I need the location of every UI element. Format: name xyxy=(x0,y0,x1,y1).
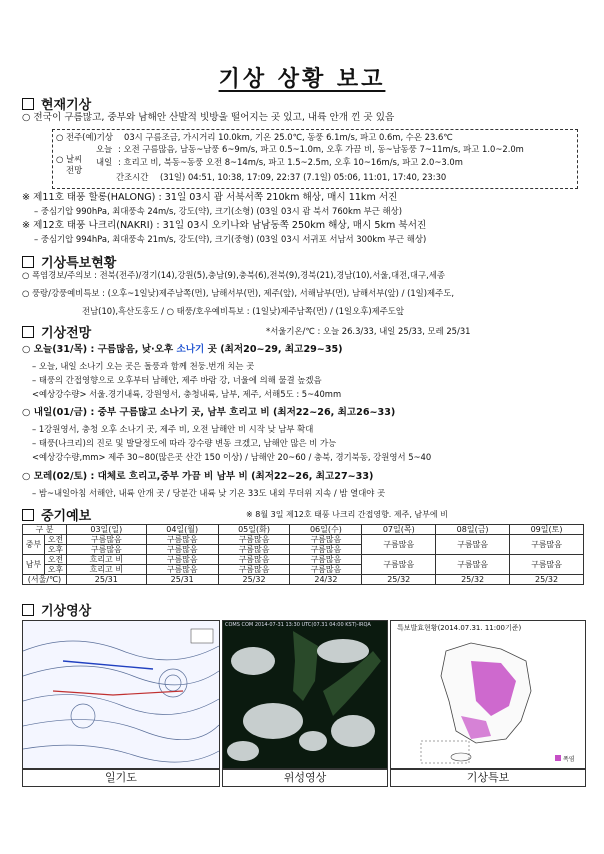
table-row xyxy=(23,555,584,565)
midterm-table xyxy=(22,524,584,585)
table-cell: 구름많음 xyxy=(218,535,290,545)
satellite-image[interactable] xyxy=(222,620,388,770)
today-shower: 소나기 xyxy=(176,344,205,355)
current-summary: ○ 전국이 구름많고, 중부와 남해안 산발적 빗방울 떨어지는 곳 있고, 내륙 안개 낀 곳 있음 xyxy=(22,112,395,123)
wind-wave-warning: ○ 풍랑/강풍예비특보 : (오후~1일낮)제주남쪽(먼), 남해서부(먼), 제주(앞), 서해남부(먼), 남해서부(앞) / (1일)제주도, xyxy=(22,288,454,298)
region-southern: 남부 xyxy=(23,555,45,575)
tomorrow-outlook: ○ 내일(01/금) : 중부 구름많고 소나기 곳, 남부 흐리고 비 (최저22~26, 최고26~33) xyxy=(22,407,396,418)
table-cell: 구름많음 xyxy=(146,535,218,545)
heat-warning: ○ 폭염경보/주의보 : 전북(전주)/경기(14),강원(5),충남(9),충북(6),전북(9),경북(21),경남(10),서울,대전,대구,세종 xyxy=(22,270,445,280)
table-cell: 구름많음 xyxy=(362,555,436,575)
jeonju-text: 03시 구름조금, 가시거리 10.0km, 기온 25.0℃, 동풍 6.1m/s, 파고 0.6m, 수온 23.6℃ xyxy=(124,132,453,142)
table-cell: 구름많음 xyxy=(436,535,510,555)
table-cell: 구름많음 xyxy=(510,535,584,555)
section-imagery-heading: 기상영상 xyxy=(41,604,92,619)
seoul-label: (서울/℃) xyxy=(23,575,67,585)
table-row xyxy=(23,535,584,545)
tomorrow-line-1: – 1강원영서, 충청 오후 소나기 곳, 제주 비, 오전 남해안 비 시작 낮 남부 확대 xyxy=(32,424,314,434)
seoul-temp: *서울기온/℃ : 오늘 26.3/33, 내일 25/33, 모레 25/31 xyxy=(266,326,471,336)
pm-label: 오후 xyxy=(44,545,66,555)
table-cell: 구름많음 xyxy=(290,545,362,555)
table-cell: 구름많음 xyxy=(290,555,362,565)
dayafter-line-1: – 밤~내일아침 서해안, 내륙 안개 곳 / 당분간 내륙 낮 기온 33도 내외 무더위 지속 / 밤 열대야 곳 xyxy=(32,488,386,498)
table-cell: 25/32 xyxy=(218,575,290,585)
table-cell: 흐리고 비 xyxy=(66,555,146,565)
weather-chart-image[interactable] xyxy=(22,620,220,770)
section-current-heading: 현재기상 xyxy=(41,98,92,113)
tomorrow-line-3: <예상강수량,mm> 제주 30~80(많은곳 산간 150 이상) / 남해안 20~60 / 충북, 경기북동, 강원영서 5~40 xyxy=(32,452,432,462)
table-cell: 구름많음 xyxy=(362,535,436,555)
today-outlook-head: ○ 오늘(31/목) : 구름많음, 낮·오후 xyxy=(22,344,177,355)
jeonju-label: ○ 전주(예)기상 xyxy=(56,132,113,142)
today-line-2: – 태풍의 간접영향으로 오후부터 남해안, 제주 바람 강, 너울에 의해 물결 높겠음 xyxy=(32,375,322,385)
section-midterm-heading: 중기예보 xyxy=(41,509,92,524)
tide-label: 간조시간 xyxy=(116,172,149,182)
table-cell: 구름많음 xyxy=(290,535,362,545)
table-cell: 구름많음 xyxy=(66,535,146,545)
typhoon11-detail: – 중심기압 990hPa, 최대풍속 24m/s, 강도(약), 크기(소형) (03일 03시 괌 북서 760km 부근 해상) xyxy=(34,206,402,216)
tomorrow-line-2: – 태풍(나크리)의 진로 및 발달정도에 따라 강수량 변동 크겠고, 남해안 많은 비 가능 xyxy=(32,438,337,448)
table-cell: 구름많음 xyxy=(218,555,290,565)
table-cell: 구름많음 xyxy=(218,545,290,555)
warning-map-image[interactable] xyxy=(390,620,586,770)
section-outlook xyxy=(22,322,91,341)
caption-warning-map: 기상특보 xyxy=(390,768,586,787)
warning-map-graphic xyxy=(391,621,585,769)
weather-label: ○ 날씨 xyxy=(56,154,83,164)
today-outlook-tail: 곳 (최저20~29, 최고29~35) xyxy=(204,344,343,355)
warning-map-legend: 폭염 xyxy=(563,756,575,763)
table-cell: 25/32 xyxy=(362,575,436,585)
table-cell: 구름많음 xyxy=(510,555,584,575)
day-header: 06일(수) xyxy=(290,525,362,535)
table-cell: 구름많음 xyxy=(436,555,510,575)
table-row xyxy=(23,575,584,585)
satellite-header: COMS COM 2014-07-31 13:30 UTC(07.31 04:00 KST)-IRQA xyxy=(225,622,371,628)
dayafter-outlook: ○ 모레(02/토) : 대체로 흐리고,중부 가끔 비 남부 비 (최저22~26, 최고27~33) xyxy=(22,471,374,482)
day-header: 03일(일) xyxy=(66,525,146,535)
weather-chart-graphic xyxy=(23,621,219,769)
table-header-row xyxy=(23,525,584,535)
page-title: 기상 상황 보고 xyxy=(218,67,386,92)
table-cell: 흐리고 비 xyxy=(66,565,146,575)
table-cell: 구름많음 xyxy=(218,565,290,575)
today-label: 오늘 xyxy=(96,144,113,154)
table-cell: 25/32 xyxy=(510,575,584,585)
today-line-3: <예상강수량> 서울.경기내륙, 강원영서, 충청내륙, 남부, 제주, 서해5도 : 5~40mm xyxy=(32,389,342,399)
section-special xyxy=(22,252,116,271)
today-text: : 오전 구름많음, 남동~남풍 6~9m/s, 파고 0.5~1.0m, 오후 가끔 비, 동~남동풍 7~11m/s, 파고 1.0~2.0m xyxy=(118,144,524,154)
section-midterm xyxy=(22,505,91,524)
table-cell: 25/31 xyxy=(146,575,218,585)
table-cell: 구름많음 xyxy=(66,545,146,555)
day-header: 09일(토) xyxy=(510,525,584,535)
caption-weather-chart: 일기도 xyxy=(22,768,220,787)
typhoon12: ※ 제12호 태풍 나크리(NAKRI) : 31일 03시 오키나와 남남동쪽 250km 해상, 매시 5km 북서진 xyxy=(22,220,427,231)
satellite-graphic xyxy=(223,621,387,769)
section-special-heading: 기상특보현황 xyxy=(41,256,117,271)
caption-satellite: 위성영상 xyxy=(222,768,388,787)
region-central: 중부 xyxy=(23,535,45,555)
section-imagery xyxy=(22,600,91,619)
day-header: 05일(화) xyxy=(218,525,290,535)
section-current xyxy=(22,94,91,113)
wind-wave-warning-2: 전남(10),흑산도홍도 / ○ 태풍/호우예비특보 : (1일낮)제주남쪽(먼) / (1일오후)제주도앞 xyxy=(82,306,404,316)
today-outlook xyxy=(22,344,343,356)
typhoon11: ※ 제11호 태풍 할롱(HALONG) : 31일 03시 괌 서북서쪽 210km 해상, 매시 11km 서진 xyxy=(22,192,398,203)
warning-map-title: 특보발효현황(2014.07.31. 11:00기준) xyxy=(397,624,522,632)
table-cell: 24/32 xyxy=(290,575,362,585)
forecast-label: 전망 xyxy=(66,165,83,175)
day-header: 08일(금) xyxy=(436,525,510,535)
today-line-1: – 오늘, 내일 소나기 오는 곳은 돌풍과 함께 천둥.번개 치는 곳 xyxy=(32,361,255,371)
table-cell: 구름많음 xyxy=(146,555,218,565)
day-header: 07일(목) xyxy=(362,525,436,535)
col-region: 구 분 xyxy=(23,525,67,535)
midterm-note: ※ 8월 3일 제12호 태풍 나크리 간접영향. 제주, 남부에 비 xyxy=(246,510,448,519)
tomorrow-text: : 흐리고 비, 북동~동풍 오전 8~14m/s, 파고 1.5~2.5m, 오후 10~16m/s, 파고 2.0~3.0m xyxy=(118,157,463,167)
tide-text: (31일) 04:51, 10:38, 17:09, 22:37 (7.1일) 05:06, 11:01, 17:40, 23:30 xyxy=(160,172,447,182)
section-outlook-heading: 기상전망 xyxy=(41,326,92,341)
table-cell: 25/32 xyxy=(436,575,510,585)
table-cell: 25/31 xyxy=(66,575,146,585)
pm-label: 오후 xyxy=(44,565,66,575)
day-header: 04일(월) xyxy=(146,525,218,535)
am-label: 오전 xyxy=(44,535,66,545)
tomorrow-label: 내일 xyxy=(96,157,113,167)
table-cell: 구름많음 xyxy=(290,565,362,575)
table-cell: 구름많음 xyxy=(146,565,218,575)
am-label: 오전 xyxy=(44,555,66,565)
typhoon12-detail: – 중심기압 994hPa, 최대풍속 21m/s, 강도(약), 크기(중형) (03일 03시 서귀포 서남서 300km 부근 해상) xyxy=(34,234,427,244)
table-cell: 구름많음 xyxy=(146,545,218,555)
